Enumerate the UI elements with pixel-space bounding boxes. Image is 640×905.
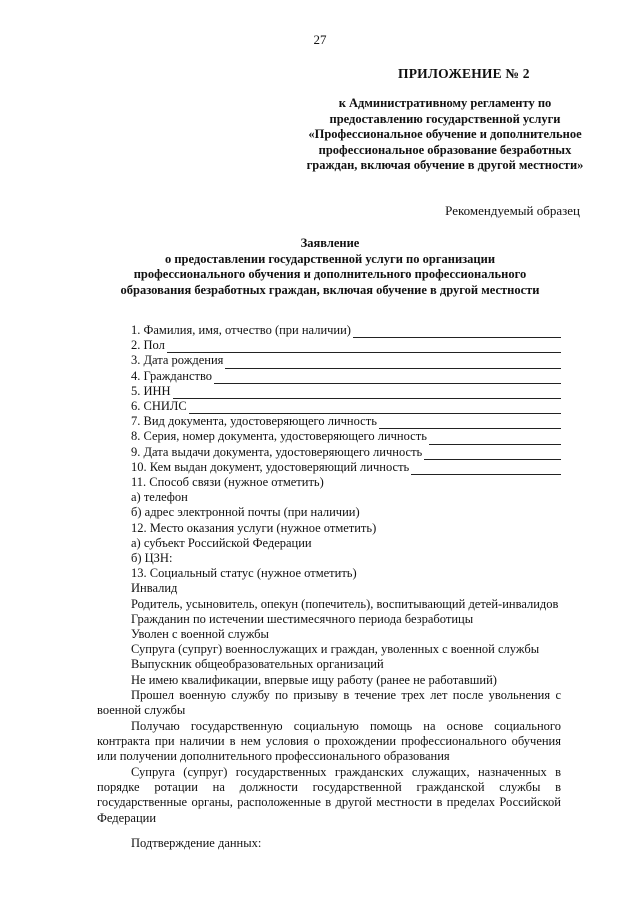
appendix-title: ПРИЛОЖЕНИЕ № 2 bbox=[398, 66, 530, 81]
application-title-line: профессионального обучения и дополнительного профессионального bbox=[133, 267, 527, 281]
field-label: 5. ИНН bbox=[131, 383, 171, 398]
regulation-line: граждан, включая обучение в другой местности» bbox=[306, 158, 584, 172]
social-status-heading: 13. Социальный статус (нужное отметить) bbox=[131, 566, 357, 581]
option-military-spouse[interactable]: Супруга (супруг) военнослужащих и граждан, уволенных с военной службы bbox=[131, 642, 540, 657]
recommended-sample-label: Рекомендуемый образец bbox=[445, 203, 580, 218]
field-label: 1. Фамилия, имя, отчество (при наличии) bbox=[131, 323, 351, 337]
form-field-id-type[interactable] bbox=[131, 414, 561, 429]
field-label: 8. Серия, номер документа, удостоверяющего личность bbox=[131, 429, 427, 444]
form-field-sex[interactable] bbox=[131, 338, 561, 353]
option-social-contract[interactable]: Получаю государственную социальную помощь на основе социального контракта при наличии в нем условия о прохождении профессионального обучения или получении дополнительного профессионального образования bbox=[97, 719, 561, 764]
option-czn[interactable]: б) ЦЗН: bbox=[131, 551, 173, 566]
regulation-line: к Административному регламенту по bbox=[338, 96, 552, 110]
fill-line[interactable] bbox=[173, 387, 561, 399]
fill-line[interactable] bbox=[424, 448, 561, 460]
regulation-line: предоставлению государственной услуги bbox=[329, 111, 561, 126]
field-label: 7. Вид документа, удостоверяющего личность bbox=[131, 414, 377, 429]
application-title-line: о предоставлении государственной услуги по организации bbox=[164, 251, 496, 266]
application-title bbox=[90, 236, 570, 298]
form-field-full-name[interactable] bbox=[131, 323, 561, 338]
form-field-birth-date[interactable] bbox=[131, 353, 561, 368]
regulation-reference bbox=[300, 96, 590, 174]
option-disabled[interactable]: Инвалид bbox=[131, 581, 178, 596]
form-field-id-issue-date[interactable] bbox=[131, 445, 561, 460]
option-long-unemployed[interactable]: Гражданин по истечении шестимесячного периода безработицы bbox=[131, 611, 474, 626]
option-phone[interactable]: а) телефон bbox=[131, 490, 188, 505]
field-label: 9. Дата выдачи документа, удостоверяющего личность bbox=[131, 444, 423, 459]
page-number: 27 bbox=[313, 32, 327, 47]
service-place-heading: 12. Место оказания услуги (нужное отметить) bbox=[131, 520, 377, 535]
application-title-line: Заявление bbox=[300, 236, 360, 250]
field-label: 3. Дата рождения bbox=[131, 353, 224, 368]
fill-line[interactable] bbox=[411, 463, 561, 475]
option-civil-servant-spouse[interactable]: Супруга (супруг) государственных гражданских служащих, назначенных в порядке ротации на должности государственной гражданской службы в государственные органы, расположенные в другой местности в пределах Российской Федерации bbox=[97, 765, 561, 825]
application-form bbox=[131, 323, 561, 688]
fill-line[interactable] bbox=[429, 433, 561, 445]
form-field-id-issuer[interactable] bbox=[131, 460, 561, 475]
form-field-citizenship[interactable] bbox=[131, 369, 561, 384]
fill-line[interactable] bbox=[225, 357, 561, 369]
fill-line[interactable] bbox=[353, 326, 561, 338]
field-label: 6. СНИЛС bbox=[131, 399, 187, 414]
data-confirmation-label: Подтверждение данных: bbox=[131, 836, 262, 850]
option-email[interactable]: б) адрес электронной почты (при наличии) bbox=[131, 505, 360, 520]
option-discharged-military[interactable]: Уволен с военной службы bbox=[131, 627, 269, 642]
form-field-snils[interactable] bbox=[131, 399, 561, 414]
field-label: 2. Пол bbox=[131, 338, 165, 353]
application-title-line: образования безработных граждан, включая обучение в другой местности bbox=[120, 282, 540, 297]
option-school-graduate[interactable]: Выпускник общеобразовательных организаций bbox=[131, 657, 384, 672]
form-field-inn[interactable] bbox=[131, 384, 561, 399]
option-conscription-service[interactable]: Прошел военную службу по призыву в течение трех лет после увольнения с военной службы bbox=[97, 688, 561, 718]
option-federal-subject[interactable]: а) субъект Российской Федерации bbox=[131, 535, 312, 550]
option-no-qualification[interactable]: Не имею квалификации, впервые ищу работу (ранее не работавший) bbox=[131, 672, 497, 687]
field-label: 4. Гражданство bbox=[131, 368, 213, 383]
form-field-id-number[interactable] bbox=[131, 429, 561, 444]
fill-line[interactable] bbox=[214, 372, 561, 384]
fill-line[interactable] bbox=[189, 402, 561, 414]
regulation-line: профессиональное образование безработных bbox=[318, 142, 572, 157]
fill-line[interactable] bbox=[167, 341, 561, 353]
contact-method-heading: 11. Способ связи (нужное отметить) bbox=[131, 475, 324, 490]
fill-line[interactable] bbox=[379, 417, 561, 429]
field-label: 10. Кем выдан документ, удостоверяющий личность bbox=[131, 459, 410, 474]
regulation-line: «Профессиональное обучение и дополнительное bbox=[308, 127, 582, 141]
option-parent-disabled-children[interactable]: Родитель, усыновитель, опекун (попечитель), воспитывающий детей-инвалидов bbox=[131, 596, 559, 611]
